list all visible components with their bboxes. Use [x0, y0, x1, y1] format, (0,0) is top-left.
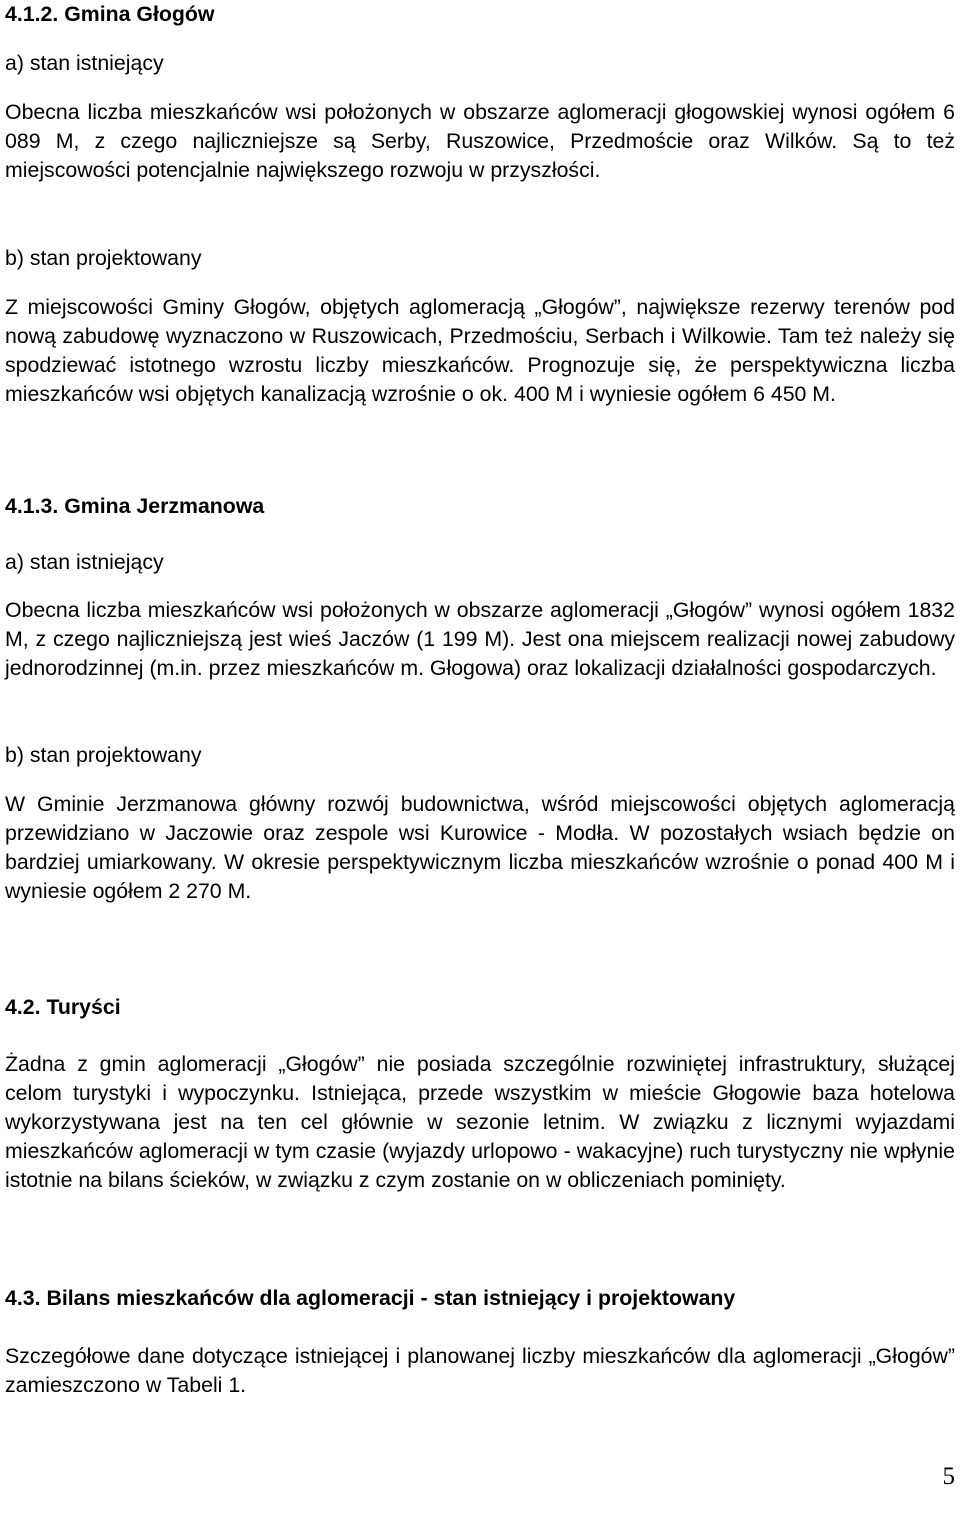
- subheading-projected-state: b) stan projektowany: [5, 246, 202, 270]
- paragraph-jerzmanowa-existing: Obecna liczba mieszkańców wsi położonych w obszarze aglomeracji „Głogów” wynosi ogółem 1832 M, z czego najliczniejszą jest wieś Jaczów (1 199 M). Jest ona miejscem realizacji nowej zabudowy jednorodzinnej (m.in. przez mieszkańców m. Głogowa) oraz lokalizacji działalności gospodarczych.: [5, 598, 955, 680]
- paragraph-glogow-existing: Obecna liczba mieszkańców wsi położonych w obszarze aglomeracji głogowskiej wynosi ogółem 6 089 M, z czego najliczniejsze są Serby, Ruszowice, Przedmoście oraz Wilków. Są to też miejscowości potencjalnie największego rozwoju w przyszłości.: [5, 100, 955, 182]
- section-heading-4-2: 4.2. Turyści: [5, 995, 121, 1019]
- section-heading-4-3: 4.3. Bilans mieszkańców dla aglomeracji - stan istniejący i projektowany: [5, 1286, 736, 1310]
- paragraph-glogow-projected: Z miejscowości Gminy Głogów, objętych aglomeracją „Głogów”, największe rezerwy terenów pod nową zabudowę wyznaczono w Ruszowicach, Przedmościu, Serbach i Wilkowie. Tam też należy się spodziewać istotnego wzrostu liczby mieszkańców. Prognozuje się, że perspektywiczna liczba mieszkańców wsi objętych kanalizacją wzrośnie o ok. 400 M i wyniesie ogółem 6 450 M.: [5, 295, 955, 406]
- subheading-existing-state: a) stan istniejący: [5, 51, 164, 75]
- subheading-existing-state: a) stan istniejący: [5, 550, 164, 574]
- page-number: 5: [942, 1463, 955, 1490]
- paragraph-jerzmanowa-projected: W Gminie Jerzmanowa główny rozwój budownictwa, wśród miejscowości objętych aglomeracją przewidziano w Jaczowie oraz zespole wsi Kurowice - Modła. W pozostałych wsiach będzie on bardziej umiarkowany. W okresie perspektywicznym liczba mieszkańców wzrośnie o ponad 400 M i wyniesie ogółem 2 270 M.: [5, 792, 955, 903]
- paragraph-balance: Szczegółowe dane dotyczące istniejącej i planowanej liczby mieszkańców dla aglomeracji „Głogów” zamieszczono w Tabeli 1.: [5, 1344, 955, 1397]
- paragraph-tourists: Żadna z gmin aglomeracji „Głogów” nie posiada szczególnie rozwiniętej infrastruktury, służącej celom turystyki i wypoczynku. Istniejąca, przede wszystkim w mieście Głogowie baza hotelowa wykorzystywana jest na ten cel głównie w sezonie letnim. W związku z licznymi wyjazdami mieszkańców aglomeracji w tym czasie (wyjazdy urlopowo - wakacyjne) ruch turystyczny nie wpłynie istotnie na bilans ścieków, w związku z czym zostanie on w obliczeniach pominięty.: [5, 1052, 955, 1192]
- section-heading-4-1-3: 4.1.3. Gmina Jerzmanowa: [5, 494, 265, 518]
- subheading-projected-state: b) stan projektowany: [5, 743, 202, 767]
- section-heading-4-1-2: 4.1.2. Gmina Głogów: [5, 2, 215, 26]
